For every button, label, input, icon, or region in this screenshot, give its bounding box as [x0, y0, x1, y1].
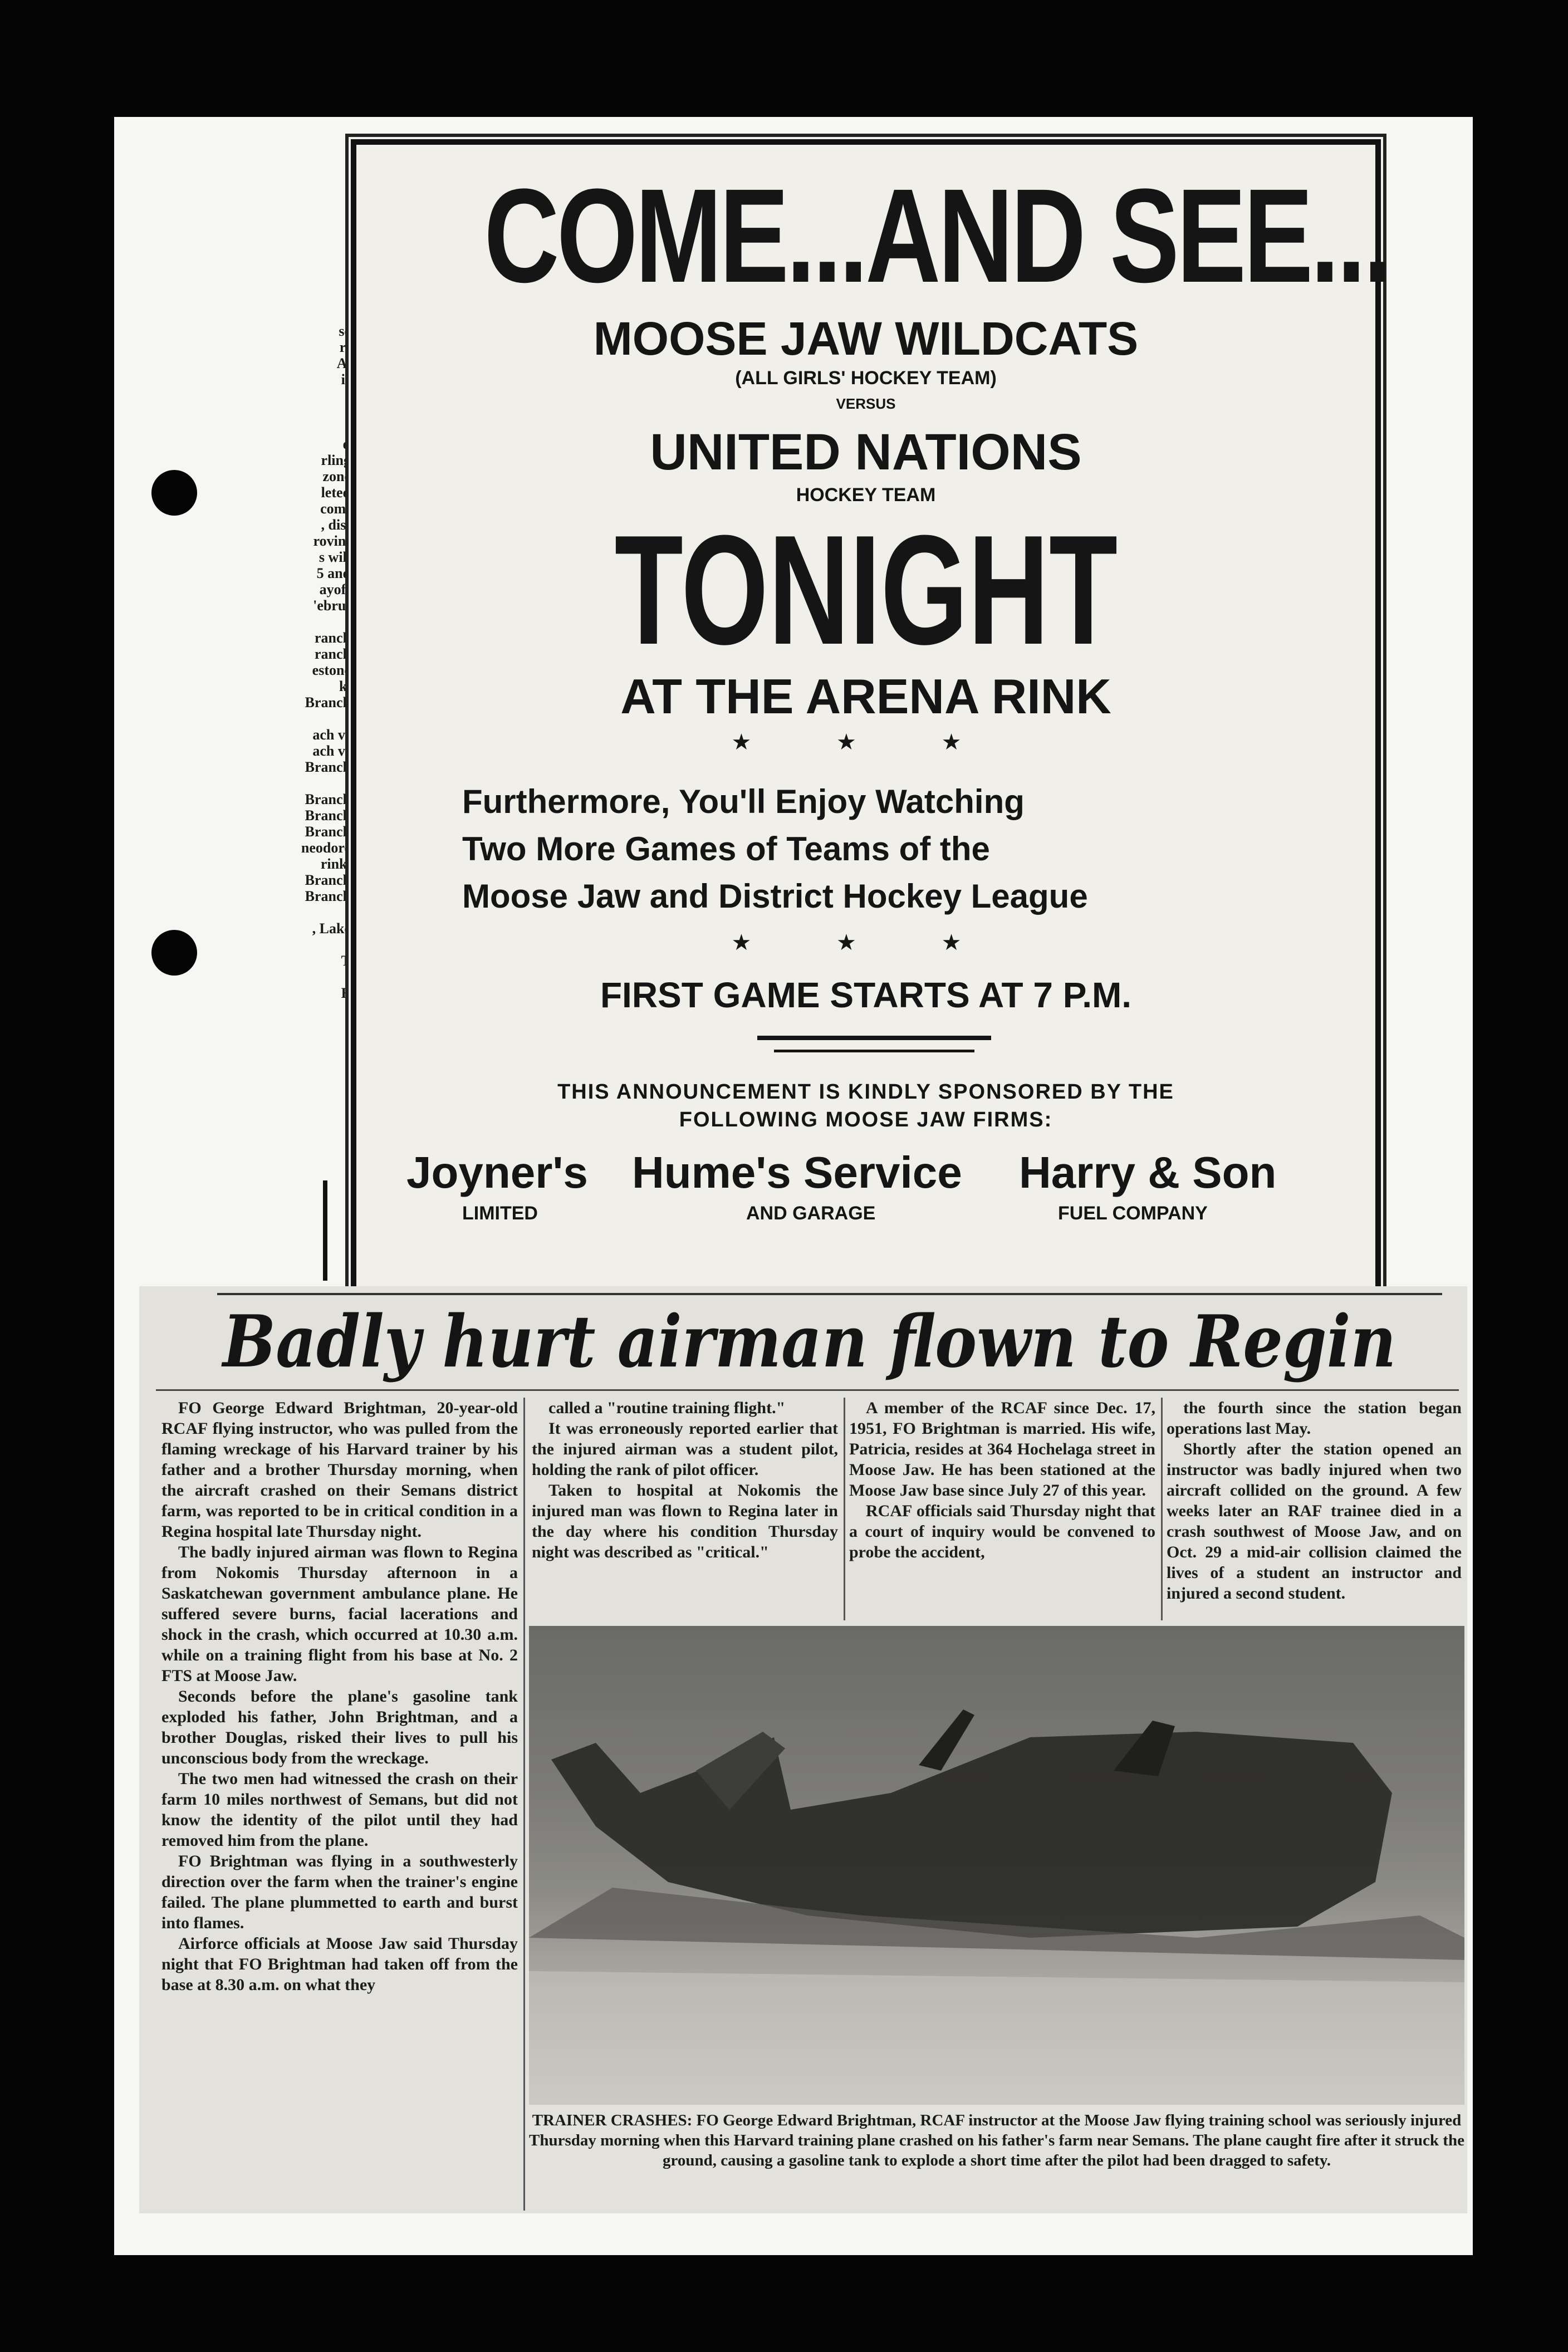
strip-line: Branch: [305, 888, 351, 904]
article-paragraph: FO George Edward Brightman, 20-year-old RCAF flying instructor, who was pulled from the flaming wreckage of his Harvard trainer by his father and a brother Thursday morning, when the aircraft crashed on their Semans district farm, was reported to be in critical condition in a Regina hospital late Thursday night.: [161, 1399, 518, 1541]
stars-divider: ★ ★ ★: [731, 729, 1001, 755]
strip-line: A.: [336, 355, 351, 371]
article-paragraph: The two men had witnessed the crash on their farm 10 miles northwest of Semans, but did not know the identity of the pilot until they had removed him from the plane.: [161, 1770, 518, 1850]
strip-line: ach vs: [312, 727, 351, 743]
strip-line: estone: [312, 662, 351, 678]
stars-divider: ★ ★ ★: [731, 930, 1001, 955]
strip-line: Branch: [305, 791, 351, 807]
binder-hole: [151, 930, 197, 976]
strip-line: [262, 904, 351, 920]
strip-line: Branch: [305, 872, 351, 888]
article-column-3: [849, 1398, 1155, 1562]
article-column-4: [1167, 1398, 1462, 1604]
column-rule: [523, 1398, 525, 2211]
article-paragraph: Taken to hospital at Nokomis the injured man was flown to Regina later in the day where his condition Thursday night was described as "critical.": [532, 1481, 838, 1561]
strip-line: Branch: [305, 807, 351, 824]
ad-headline: COME...AND SEE...: [484, 161, 1390, 310]
article-paragraph: A member of the RCAF since Dec. 17, 1951, FO Brightman is married. His wife, Patricia, resides at 364 Hochelaga street in Moose Jaw. He has been stationed at the Moose Jaw base since July 27 of this year.: [849, 1399, 1155, 1500]
article-paragraph: It was erroneously reported earlier that the injured airman was a student pilot, holding the rank of pilot officer.: [532, 1419, 838, 1479]
strip-line: ranch: [315, 646, 351, 662]
tonight-label: TONIGHT: [614, 503, 1118, 677]
strip-line: 5 and: [316, 565, 351, 581]
hockey-advertisement: [351, 139, 1390, 1297]
strip-line: [262, 969, 351, 985]
article-headline: Badly hurt airman flown to Regin: [223, 1300, 1396, 1384]
sponsor-humes-sub: AND GARAGE: [746, 1203, 876, 1224]
column-rule: [1161, 1398, 1163, 1620]
strip-line: [262, 404, 351, 420]
ad-headline-wrap: [356, 159, 1390, 312]
crashed-plane-illustration: [529, 1626, 1464, 2105]
divider-rule: [774, 1050, 974, 1052]
article-paragraph: Seconds before the plane's gasoline tank exploded his father, John Brightman, and a brother Douglas, risked their lives to pull his unconscious body from the wreckage.: [161, 1687, 518, 1767]
strip-line: rling: [321, 452, 351, 468]
sponsor-line-2: FOLLOWING MOOSE JAW FIRMS:: [679, 1108, 1053, 1131]
column-rule: [217, 1293, 1442, 1295]
strip-line: [262, 614, 351, 630]
strip-line: [262, 388, 351, 404]
photo-caption: TRAINER CRASHES: FO George Edward Brightman, RCAF instructor at the Moose Jaw flying training school was seriously injured Thursday morning when this Harvard training plane crashed on his father's farm near Semans. The plane caught fire after it struck the ground, causing a gasoline tank to explode a short time after the pilot had been dragged to safety.: [529, 2111, 1464, 2169]
strip-line: s will: [318, 549, 351, 565]
article-paragraph: FO Brightman was flying in a southwesterly direction over the farm when the trainer's engine failed. The plane plummetted to earth and burst into flames.: [161, 1852, 518, 1932]
article-column-1: [161, 1398, 518, 1995]
adjacent-column-fragment: [262, 323, 351, 1270]
strip-line: d: [342, 436, 351, 452]
article-paragraph: The badly injured airman was flown to Regina from Nokomis Thursday afternoon in a Saskatchewan government ambulance plane. He suffered severe burns, facial lacerations and shock in the crash, which occurred at 10.30 a.m. while on a training flight from his base at No. 2 FTS at Moose Jaw.: [161, 1543, 518, 1685]
strip-line: [262, 420, 351, 436]
strip-line: k.: [339, 678, 351, 694]
promo-line-2: Two More Games of Teams of the: [462, 830, 990, 868]
column-rule: [844, 1398, 845, 1620]
sponsor-joyners: Joyner's: [406, 1148, 588, 1197]
team2-note: HOCKEY TEAM: [796, 484, 936, 506]
first-game-time: FIRST GAME STARTS AT 7 P.M.: [600, 975, 1132, 1015]
strip-line: is: [341, 371, 351, 388]
strip-line: 'ebru-: [313, 597, 351, 614]
strip-line: Branch: [305, 824, 351, 840]
strip-line: , Lake: [312, 920, 351, 937]
team1-name: MOOSE JAW WILDCATS: [593, 312, 1139, 365]
strip-line: zone: [322, 468, 351, 484]
strip-line: r): [339, 339, 351, 355]
divider-rule: [757, 1036, 991, 1040]
column-rule: [156, 1389, 1459, 1391]
strip-line: E: [341, 985, 351, 1001]
strip-line: rink.: [320, 856, 351, 872]
strip-line: [262, 775, 351, 791]
strip-line: Branch: [305, 759, 351, 775]
binder-hole: [151, 470, 197, 516]
strip-line: , dis-: [321, 517, 351, 533]
article-paragraph: RCAF officials said Thursday night that a court of inquiry would be convened to probe the accident,: [849, 1502, 1155, 1561]
sponsor-line-1: THIS ANNOUNCEMENT IS KINDLY SPONSORED BY THE: [557, 1080, 1174, 1104]
strip-line: se: [339, 323, 351, 339]
strip-line: [262, 710, 351, 727]
strip-line: leted: [321, 484, 351, 501]
article-paragraph: called a "routine training flight.": [548, 1399, 786, 1417]
strip-line: [262, 937, 351, 953]
strip-line: T: [341, 953, 351, 969]
strip-line: neodore: [301, 840, 351, 856]
sponsor-joyners-sub: LIMITED: [462, 1203, 538, 1224]
sponsor-humes: Hume's Service: [632, 1148, 962, 1197]
versus-label: VERSUS: [836, 395, 896, 412]
article-paragraph: Airforce officials at Moose Jaw said Thursday night that FO Brightman had taken off from the base at 8.30 a.m. on what they: [161, 1934, 518, 1994]
team2-name: UNITED NATIONS: [650, 424, 1082, 481]
strip-line: ach vs: [312, 743, 351, 759]
column-rule: [323, 1180, 350, 1281]
sponsor-harry-son-sub: FUEL COMPANY: [1058, 1203, 1208, 1224]
sponsor-harry-son: Harry & Son: [1019, 1148, 1277, 1197]
tonight-wrap: [356, 501, 1375, 680]
strip-line: rovin-: [313, 533, 351, 549]
arena-label: AT THE ARENA RINK: [620, 669, 1111, 724]
strip-line: Branch: [305, 694, 351, 710]
team1-note: (ALL GIRLS' HOCKEY TEAM): [735, 367, 997, 389]
article-column-2: [532, 1398, 838, 1562]
article-paragraph: Shortly after the station opened an instructor was badly injured when two aircraft collided on the ground. A few weeks later an RAF trainee died in a crash southwest of Moose Jaw, and on Oct. 29 a mid-air collision claimed the lives of a student an instructor and injured a second student.: [1167, 1440, 1462, 1603]
strip-line: ranch: [315, 630, 351, 646]
strip-line: ayoff: [319, 581, 351, 597]
article-paragraph: the fourth since the station began operations last May.: [1167, 1399, 1462, 1438]
promo-line-3: Moose Jaw and District Hockey League: [462, 878, 1088, 915]
strip-line: com-: [320, 501, 351, 517]
crash-photo: [529, 1626, 1464, 2105]
promo-line-1: Furthermore, You'll Enjoy Watching: [462, 783, 1025, 820]
